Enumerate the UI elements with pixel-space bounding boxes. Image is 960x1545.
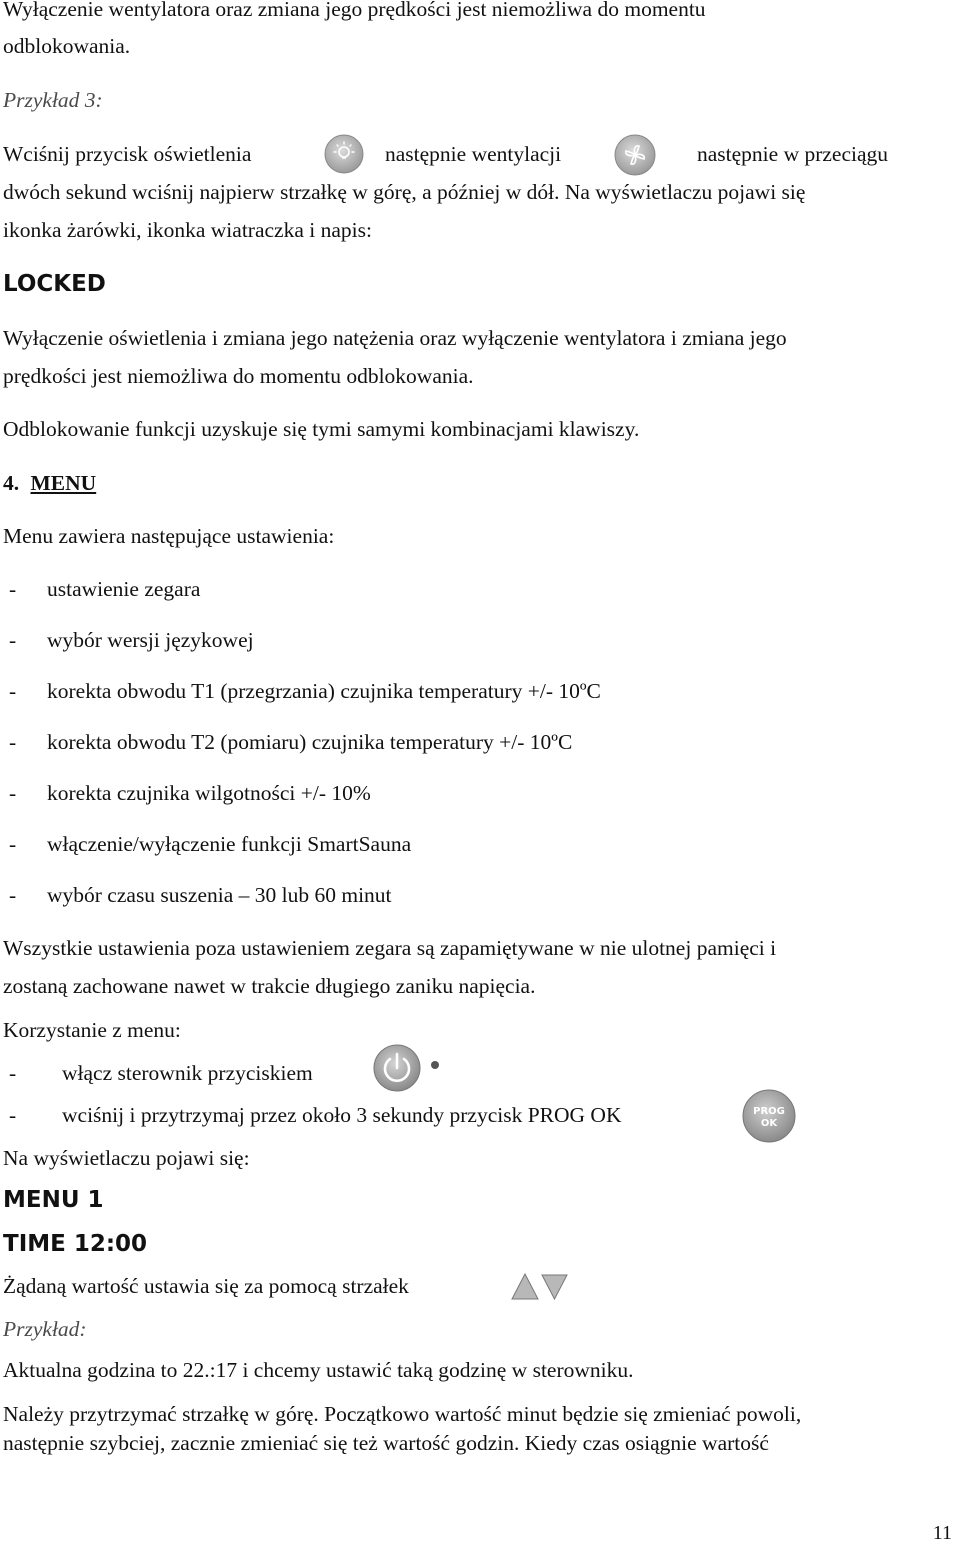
example-line-1: Aktualna godzina to 22.:17 i chcemy ustawić taką godzinę w sterowniku. <box>3 1358 634 1382</box>
menu-intro: Menu zawiera następujące ustawienia: <box>3 524 335 548</box>
arrows-text: Żądaną wartość ustawia się za pomocą strzałek <box>3 1274 409 1298</box>
list-bullet: - <box>9 577 17 601</box>
menu-note-1: Wszystkie ustawienia poza ustawieniem zegara są zapamiętywane w nie ulotnej pamięci i <box>3 936 777 960</box>
light-button-icon <box>324 134 364 174</box>
fan-button-icon <box>614 134 656 176</box>
power-button-icon <box>371 1043 443 1093</box>
list-item: korekta czujnika wilgotności +/- 10% <box>47 781 371 805</box>
section-title: MENU <box>30 471 97 495</box>
list-bullet: - <box>9 832 17 856</box>
example3-p1-b: następnie wentylacji <box>385 142 562 166</box>
example3-p6: Odblokowanie funkcji uzyskuje się tymi samymi kombinacjami klawiszy. <box>3 417 640 441</box>
list-bullet: - <box>9 781 17 805</box>
step-1: włącz sterownik przyciskiem <box>62 1061 313 1085</box>
display-time: TIME 12:00 <box>3 1231 148 1257</box>
display-intro: Na wyświetlaczu pojawi się: <box>3 1146 250 1170</box>
list-item: wybór wersji językowej <box>47 628 254 652</box>
example3-p2: dwóch sekund wciśnij najpierw strzałkę w górę, a później w dół. Na wyświetlaczu pojawi się <box>3 180 806 204</box>
section-heading <box>3 471 96 496</box>
list-bullet: - <box>9 628 17 652</box>
usage-title: Korzystanie z menu: <box>3 1018 181 1042</box>
menu-note-2: zostaną zachowane nawet w trakcie długiego zaniku napięcia. <box>3 974 536 998</box>
example3-title: Przykład 3: <box>3 88 103 112</box>
example-line-2: Należy przytrzymać strzałkę w górę. Początkowo wartość minut będzie się zmieniać powoli, <box>3 1402 802 1426</box>
example3-p1-c: następnie w przeciągu <box>697 142 889 166</box>
example3-p3: ikonka żarówki, ikonka wiatraczka i napis: <box>3 218 372 242</box>
display-menu-1: MENU 1 <box>3 1187 104 1213</box>
section-number: 4. <box>3 471 20 495</box>
locked-display-text: LOCKED <box>3 271 106 297</box>
list-bullet: - <box>9 1061 17 1085</box>
intro-line-2: odblokowania. <box>3 34 131 58</box>
list-item: korekta obwodu T2 (pomiaru) czujnika temperatury +/- 10ºC <box>47 730 573 754</box>
example3-p1-a: Wciśnij przycisk oświetlenia <box>3 142 252 166</box>
prog-ok-icon-text-prog: PROG <box>753 1106 785 1117</box>
example3-p4: Wyłączenie oświetlenia i zmiana jego natężenia oraz wyłączenie wentylatora i zmiana jego <box>3 326 787 350</box>
list-item: ustawienie zegara <box>47 577 201 601</box>
prog-ok-icon-text-ok: OK <box>760 1118 778 1129</box>
step-2: wciśnij i przytrzymaj przez około 3 sekundy przycisk PROG OK <box>62 1103 622 1127</box>
arrow-up-down-icon <box>511 1272 569 1302</box>
list-bullet: - <box>9 679 17 703</box>
prog-ok-button-icon <box>741 1088 797 1144</box>
intro-line-1: Wyłączenie wentylatora oraz zmiana jego prędkości jest niemożliwa do momentu <box>3 0 706 21</box>
list-bullet: - <box>9 1103 17 1127</box>
list-bullet: - <box>9 883 17 907</box>
list-item: wybór czasu suszenia – 30 lub 60 minut <box>47 883 392 907</box>
example-title: Przykład: <box>3 1317 87 1341</box>
example-line-3: następnie szybciej, zacznie zmieniać się też wartość godzin. Kiedy czas osiągnie wartość <box>3 1431 769 1455</box>
example3-p5: prędkości jest niemożliwa do momentu odblokowania. <box>3 364 474 388</box>
list-bullet: - <box>9 730 17 754</box>
list-item: korekta obwodu T1 (przegrzania) czujnika temperatury +/- 10ºC <box>47 679 601 703</box>
page-number: 11 <box>932 1522 952 1544</box>
list-item: włączenie/wyłączenie funkcji SmartSauna <box>47 832 412 856</box>
